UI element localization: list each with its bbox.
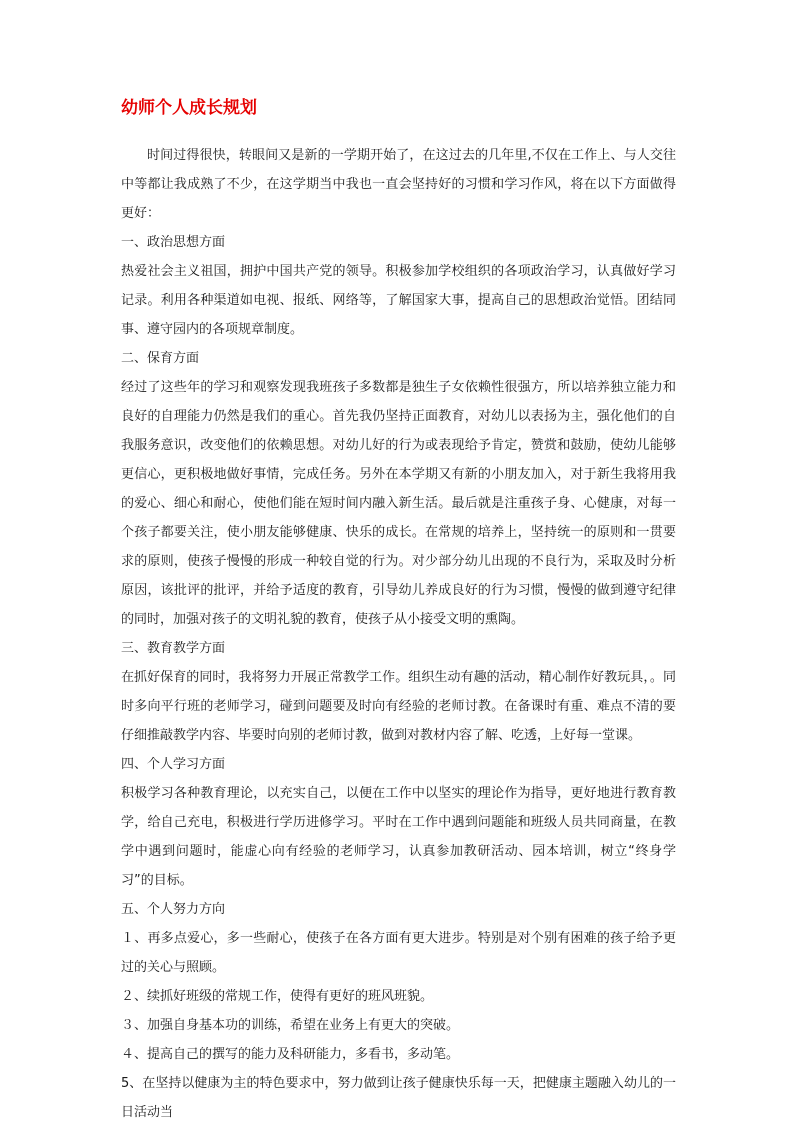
- document-title: 幼师个人成长规划: [121, 98, 257, 118]
- intro-paragraph: 时间过得很快，转眼间又是新的一学期开始了，在这过去的几年里,不仅在工作上、与人交往中等都让我成熟了不少，在这学期当中我也一直会坚持好的习惯和学习作风，将在以下方面做得更好：: [121, 148, 676, 221]
- section-heading-politics: 一、政治思想方面: [121, 235, 226, 250]
- section-heading-goals: 五、个人努力方向: [121, 902, 226, 917]
- paragraph-politics: 热爱社会主义祖国，拥护中国共产党的领导。积极参加学校组织的各项政治学习，认真做好学习记录。利用各种渠道如电视、报纸、网络等，了解国家大事，提高自己的思想政治觉悟。团结同事、遵守园内的各项规章制度。: [121, 264, 676, 337]
- paragraph-care: 经过了这些年的学习和观察发现我班孩子多数都是独生子女依赖性很强方，所以培养独立能力和良好的自理能力仍然是我们的重心。首先我仍坚持正面教育，对幼儿以表扬为主，强化他们的自我服务意识，改变他们的依赖思想。对幼儿好的行为或表现给予肯定，赞赏和鼓励，使幼儿能够更信心，更积极地做好事情，完成任务。另外在本学期又有新的小朋友加入，对于新生我将用我的爱心、细心和耐心，使他们能在短时间内融入新生活。最后就是注重孩子身、心健康，对每一个孩子都要关注，使小朋友能够健康、快乐的成长。在常规的培养上，坚持统一的原则和一贯要求的原则，使孩子慢慢的形成一种较自觉的行为。对少部分幼儿出现的不良行为，采取及时分析原因，该批评的批评，并给予适度的教育，引导幼儿养成良好的行为习惯，慢慢的做到遵守纪律的同时，加强对孩子的文明礼貌的教育，使孩子从小接受文明的熏陶。: [121, 380, 676, 627]
- goal-item: 5、在坚持以健康为主的特色要求中，努力做到让孩子健康快乐每一天，把健康主题融入幼儿的一日活动当: [121, 1076, 676, 1120]
- section-heading-teaching: 三、教育教学方面: [121, 641, 226, 656]
- paragraph-teaching: 在抓好保育的同时，我将努力开展正常教学工作。组织生动有趣的活动，精心制作好教玩具，。同时多向平行班的老师学习，碰到问题要及时向有经验的老师讨教。在备课时有重、难点不清的要仔细推敲教学内容、毕要时向别的老师讨教，做到对教材内容了解、吃透，上好每一堂课。: [121, 670, 676, 743]
- goal-item: ４、提高自己的撰写的能力及科研能力，多看书，多动笔。: [121, 1047, 460, 1062]
- goal-item: ２、续抓好班级的常规工作，使得有更好的班风班貌。: [121, 989, 434, 1004]
- goal-item: １、再多点爱心，多一些耐心，使孩子在各方面有更大进步。特别是对个别有困难的孩子给予更过的关心与照顾。: [121, 931, 676, 975]
- section-heading-study: 四、个人学习方面: [121, 757, 226, 772]
- section-heading-care: 二、保育方面: [121, 351, 200, 366]
- paragraph-study: 积极学习各种教育理论，以充实自己，以便在工作中以坚实的理论作为指导，更好地进行教育教学，给自己充电，积极进行学历进修学习。平时在工作中遇到问题能和班级人员共同商量，在教学中遇到问题时，能虚心向有经验的老师学习，认真参加教研活动、园本培训，树立“终身学习”的目标。: [121, 786, 676, 888]
- document-body: [121, 141, 676, 1127]
- goal-item: ３、加强自身基本功的训练，希望在业务上有更大的突破。: [121, 1018, 460, 1033]
